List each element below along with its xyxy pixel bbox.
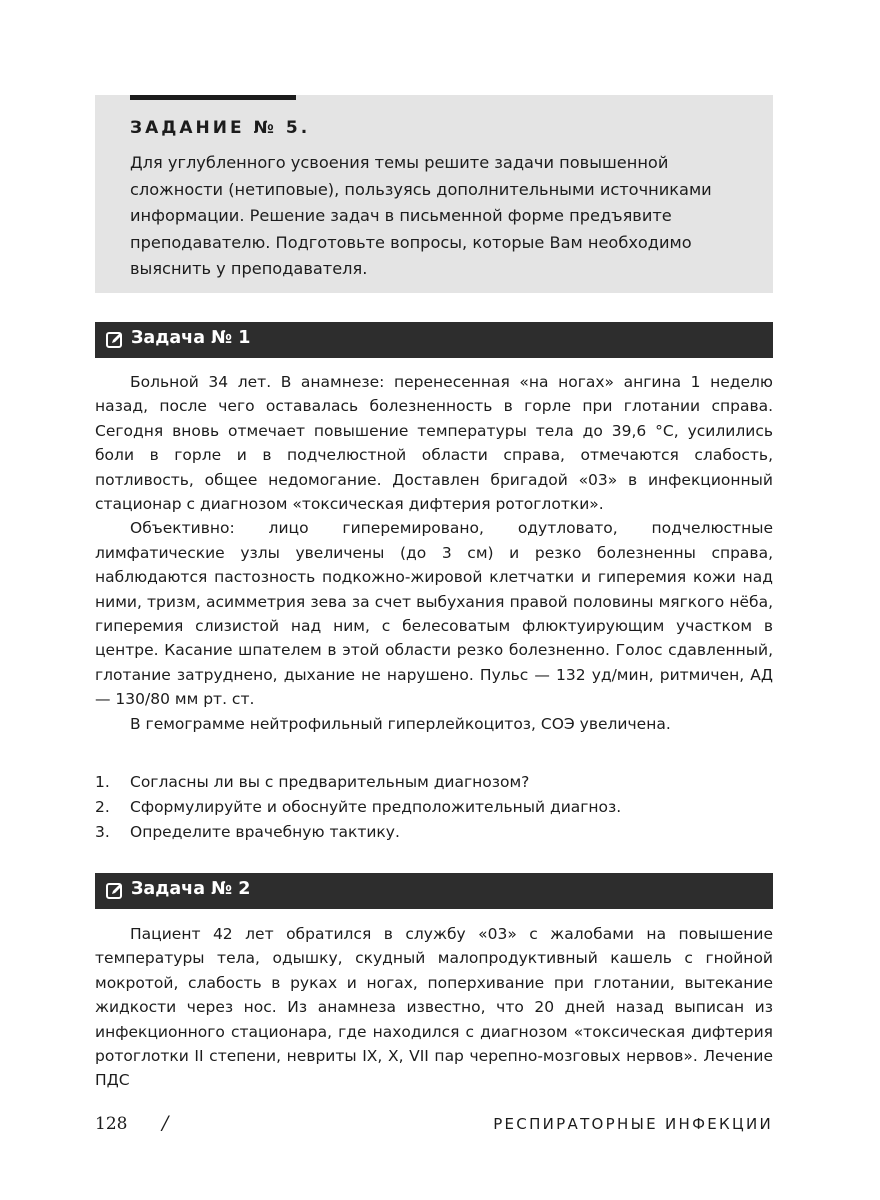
question-text: Определите врачебную тактику. [130, 823, 400, 841]
assignment-box [95, 95, 773, 293]
edit-icon [105, 330, 125, 350]
question-number: 3. [95, 823, 110, 841]
question-item [95, 820, 773, 845]
question-number: 2. [95, 798, 110, 816]
task-2-title: Задача № 2 [131, 879, 251, 899]
question-item [95, 770, 773, 795]
task-1-text [95, 370, 773, 736]
task-2-paragraph: Пациент 42 лет обратился в службу «03» с жалобами на повышение температуры тела, одышку, скудный малопродуктивный кашель с гнойной мокротой, слабость в руках и ногах, поперхивание при глотании, вытекание жидкости через нос. Из анамнеза известно, что 20 дней назад выписан из инфекционного стационара, где находился с диагнозом «токсическая дифтерия ротоглотки II степени, невриты IX, X, VII пар черепно-мозговых нервов». Лечение ПДС [95, 925, 773, 1090]
section-title: РЕСПИРАТОРНЫЕ ИНФЕКЦИИ [493, 1115, 773, 1133]
task-1-paragraph: В гемограмме нейтрофильный гиперлейкоцитоз, СОЭ увеличена. [130, 714, 671, 733]
task-1-questions [95, 770, 773, 845]
task-2-text [95, 922, 773, 1093]
footer-separator: / [162, 1112, 169, 1134]
task-1-title: Задача № 1 [131, 328, 251, 348]
edit-icon [105, 881, 125, 901]
question-item [95, 795, 773, 820]
assignment-rule [130, 95, 296, 100]
task-1-paragraph: Больной 34 лет. В анамнезе: перенесенная «на ногах» ангина 1 неделю назад, после чего оставалась болезненность в горле при глотании справа. Сегодня вновь отмечает повышение температуры тела до 39,6 °С, усилились боли в горле и в подчелюстной области справа, отмечаются слабость, потливость, общее недомогание. Доставлен бригадой «03» в инфекционный стационар с диагнозом «токсическая дифтерия ротоглотки». [95, 373, 773, 514]
question-text: Сформулируйте и обоснуйте предположительный диагноз. [130, 798, 622, 816]
page-number: 128 [95, 1114, 128, 1134]
task-2-header [95, 873, 773, 909]
task-1-header [95, 322, 773, 358]
assignment-title: ЗАДАНИЕ № 5. [130, 118, 311, 138]
question-text: Согласны ли вы с предварительным диагнозом? [130, 773, 530, 791]
task-1-paragraph: Объективно: лицо гиперемировано, одутловато, подчелюстные лимфатические узлы увеличены (до 3 см) и резко болезненны справа, наблюдаются пастозность подкожно-жировой клетчатки и гиперемия кожи над ними, тризм, асимметрия зева за счет выбухания правой половины мягкого нёба, гиперемия слизистой над ним, с белесоватым флюктуирующим участком в центре. Касание шпателем в этой области резко болезненно. Голос сдавленный, глотание затруднено, дыхание не нарушено. Пульс — 132 уд/мин, ритмичен, АД — 130/80 мм рт. ст. [95, 519, 773, 709]
assignment-text: Для углубленного усвоения темы решите задачи повышенной сложности (нетиповые), пользуясь дополнительными источниками информации. Решение задач в письменной форме предъявите преподавателю. Подготовьте вопросы, которые Вам необходимо выяснить у преподавателя. [130, 153, 712, 278]
question-number: 1. [95, 773, 110, 791]
